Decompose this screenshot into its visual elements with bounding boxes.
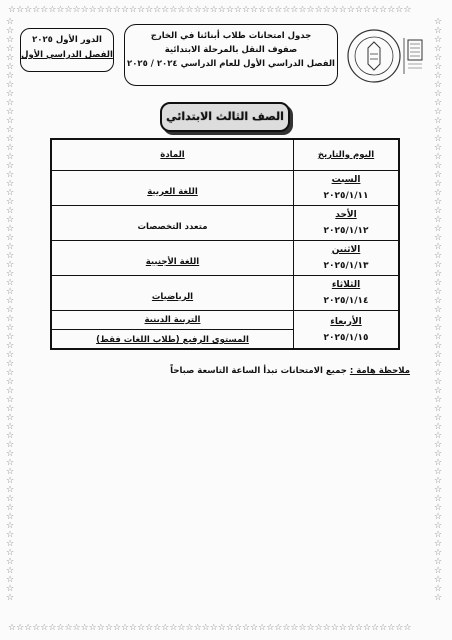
title-line-1: جدول امتحانات طلاب أبنائنا في الخارج <box>150 31 312 41</box>
table-row <box>51 241 399 276</box>
session-box <box>20 28 114 72</box>
document-page <box>20 18 430 618</box>
important-note <box>130 366 410 376</box>
day-name: الأحد <box>335 210 357 220</box>
day-name: الأربعاء <box>330 316 362 327</box>
subject-cell <box>51 206 294 241</box>
subject-cell <box>51 311 294 350</box>
subject-name: متعدد التخصصات <box>137 221 208 232</box>
session-line-2: الفصل الدراسي الأول <box>21 50 113 60</box>
day-date: ٢٠٢٥/١/١٣ <box>323 261 369 271</box>
ministry-logo-icon <box>346 24 428 88</box>
day-cell <box>294 241 400 276</box>
day-name: الاثنين <box>331 245 361 255</box>
title-box <box>124 24 338 86</box>
note-text: جميع الامتحانات تبدأ الساعة التاسعة صباحاً <box>170 366 347 376</box>
star-border-bottom: ☆☆☆☆☆☆☆☆☆☆☆☆☆☆☆☆☆☆☆☆☆☆☆☆☆☆☆☆☆☆☆☆☆☆☆☆☆☆☆☆☆☆☆☆☆☆☆☆☆☆ <box>8 624 412 633</box>
column-header-subject: المادة <box>51 139 294 171</box>
table-row <box>51 276 399 311</box>
subject-name: اللغة العربية <box>147 186 198 197</box>
grade-banner: الصف الثالث الابتدائي <box>160 102 290 132</box>
table-header-row <box>51 139 399 171</box>
day-cell <box>294 171 400 206</box>
star-border-top: ☆☆☆☆☆☆☆☆☆☆☆☆☆☆☆☆☆☆☆☆☆☆☆☆☆☆☆☆☆☆☆☆☆☆☆☆☆☆☆☆☆☆☆☆☆☆☆☆☆☆ <box>8 6 412 15</box>
day-date: ٢٠٢٥/١/١٥ <box>323 332 369 343</box>
subject-cell <box>51 241 294 276</box>
title-line-2: صفوف النقل بالمرحلة الابتدائية <box>164 45 298 55</box>
day-date: ٢٠٢٥/١/١٢ <box>323 226 369 236</box>
column-header-day: اليوم والتاريخ <box>294 139 400 171</box>
note-label: ملاحظة هامة : <box>349 366 410 376</box>
session-line-1: الدور الأول ٢٠٢٥ <box>32 35 102 45</box>
subject-name-secondary: المستوى الرفيع (طلاب اللغات فقط) <box>96 335 249 345</box>
day-date: ٢٠٢٥/١/١١ <box>323 191 369 201</box>
day-name: الثلاثاء <box>331 280 361 290</box>
table-row <box>51 206 399 241</box>
subject-name: الرياضيات <box>151 291 194 302</box>
subject-name: التربية الدينية <box>52 311 293 330</box>
table-row <box>51 171 399 206</box>
day-name: السبت <box>331 175 361 185</box>
day-cell <box>294 311 400 350</box>
table-row <box>51 311 399 350</box>
star-border-left: ☆☆☆☆☆☆☆☆☆☆☆☆☆☆☆☆☆☆☆☆☆☆☆☆☆☆☆☆☆☆☆☆☆☆☆☆☆☆☆☆☆☆☆☆☆☆☆☆☆☆☆☆☆☆☆☆☆☆☆☆☆☆☆☆☆ <box>6 18 15 603</box>
title-line-3: الفصل الدراسي الأول للعام الدراسي ٢٠٢٤ / ٢٠٢٥ <box>127 59 335 69</box>
subject-name: اللغة الأجنبية <box>145 256 200 267</box>
day-date: ٢٠٢٥/١/١٤ <box>323 296 369 306</box>
star-border-right: ☆☆☆☆☆☆☆☆☆☆☆☆☆☆☆☆☆☆☆☆☆☆☆☆☆☆☆☆☆☆☆☆☆☆☆☆☆☆☆☆☆☆☆☆☆☆☆☆☆☆☆☆☆☆☆☆☆☆☆☆☆☆☆☆☆ <box>434 18 443 603</box>
subject-cell <box>51 171 294 206</box>
subject-cell <box>51 276 294 311</box>
day-cell <box>294 206 400 241</box>
exam-schedule-table <box>50 138 400 350</box>
day-cell <box>294 276 400 311</box>
